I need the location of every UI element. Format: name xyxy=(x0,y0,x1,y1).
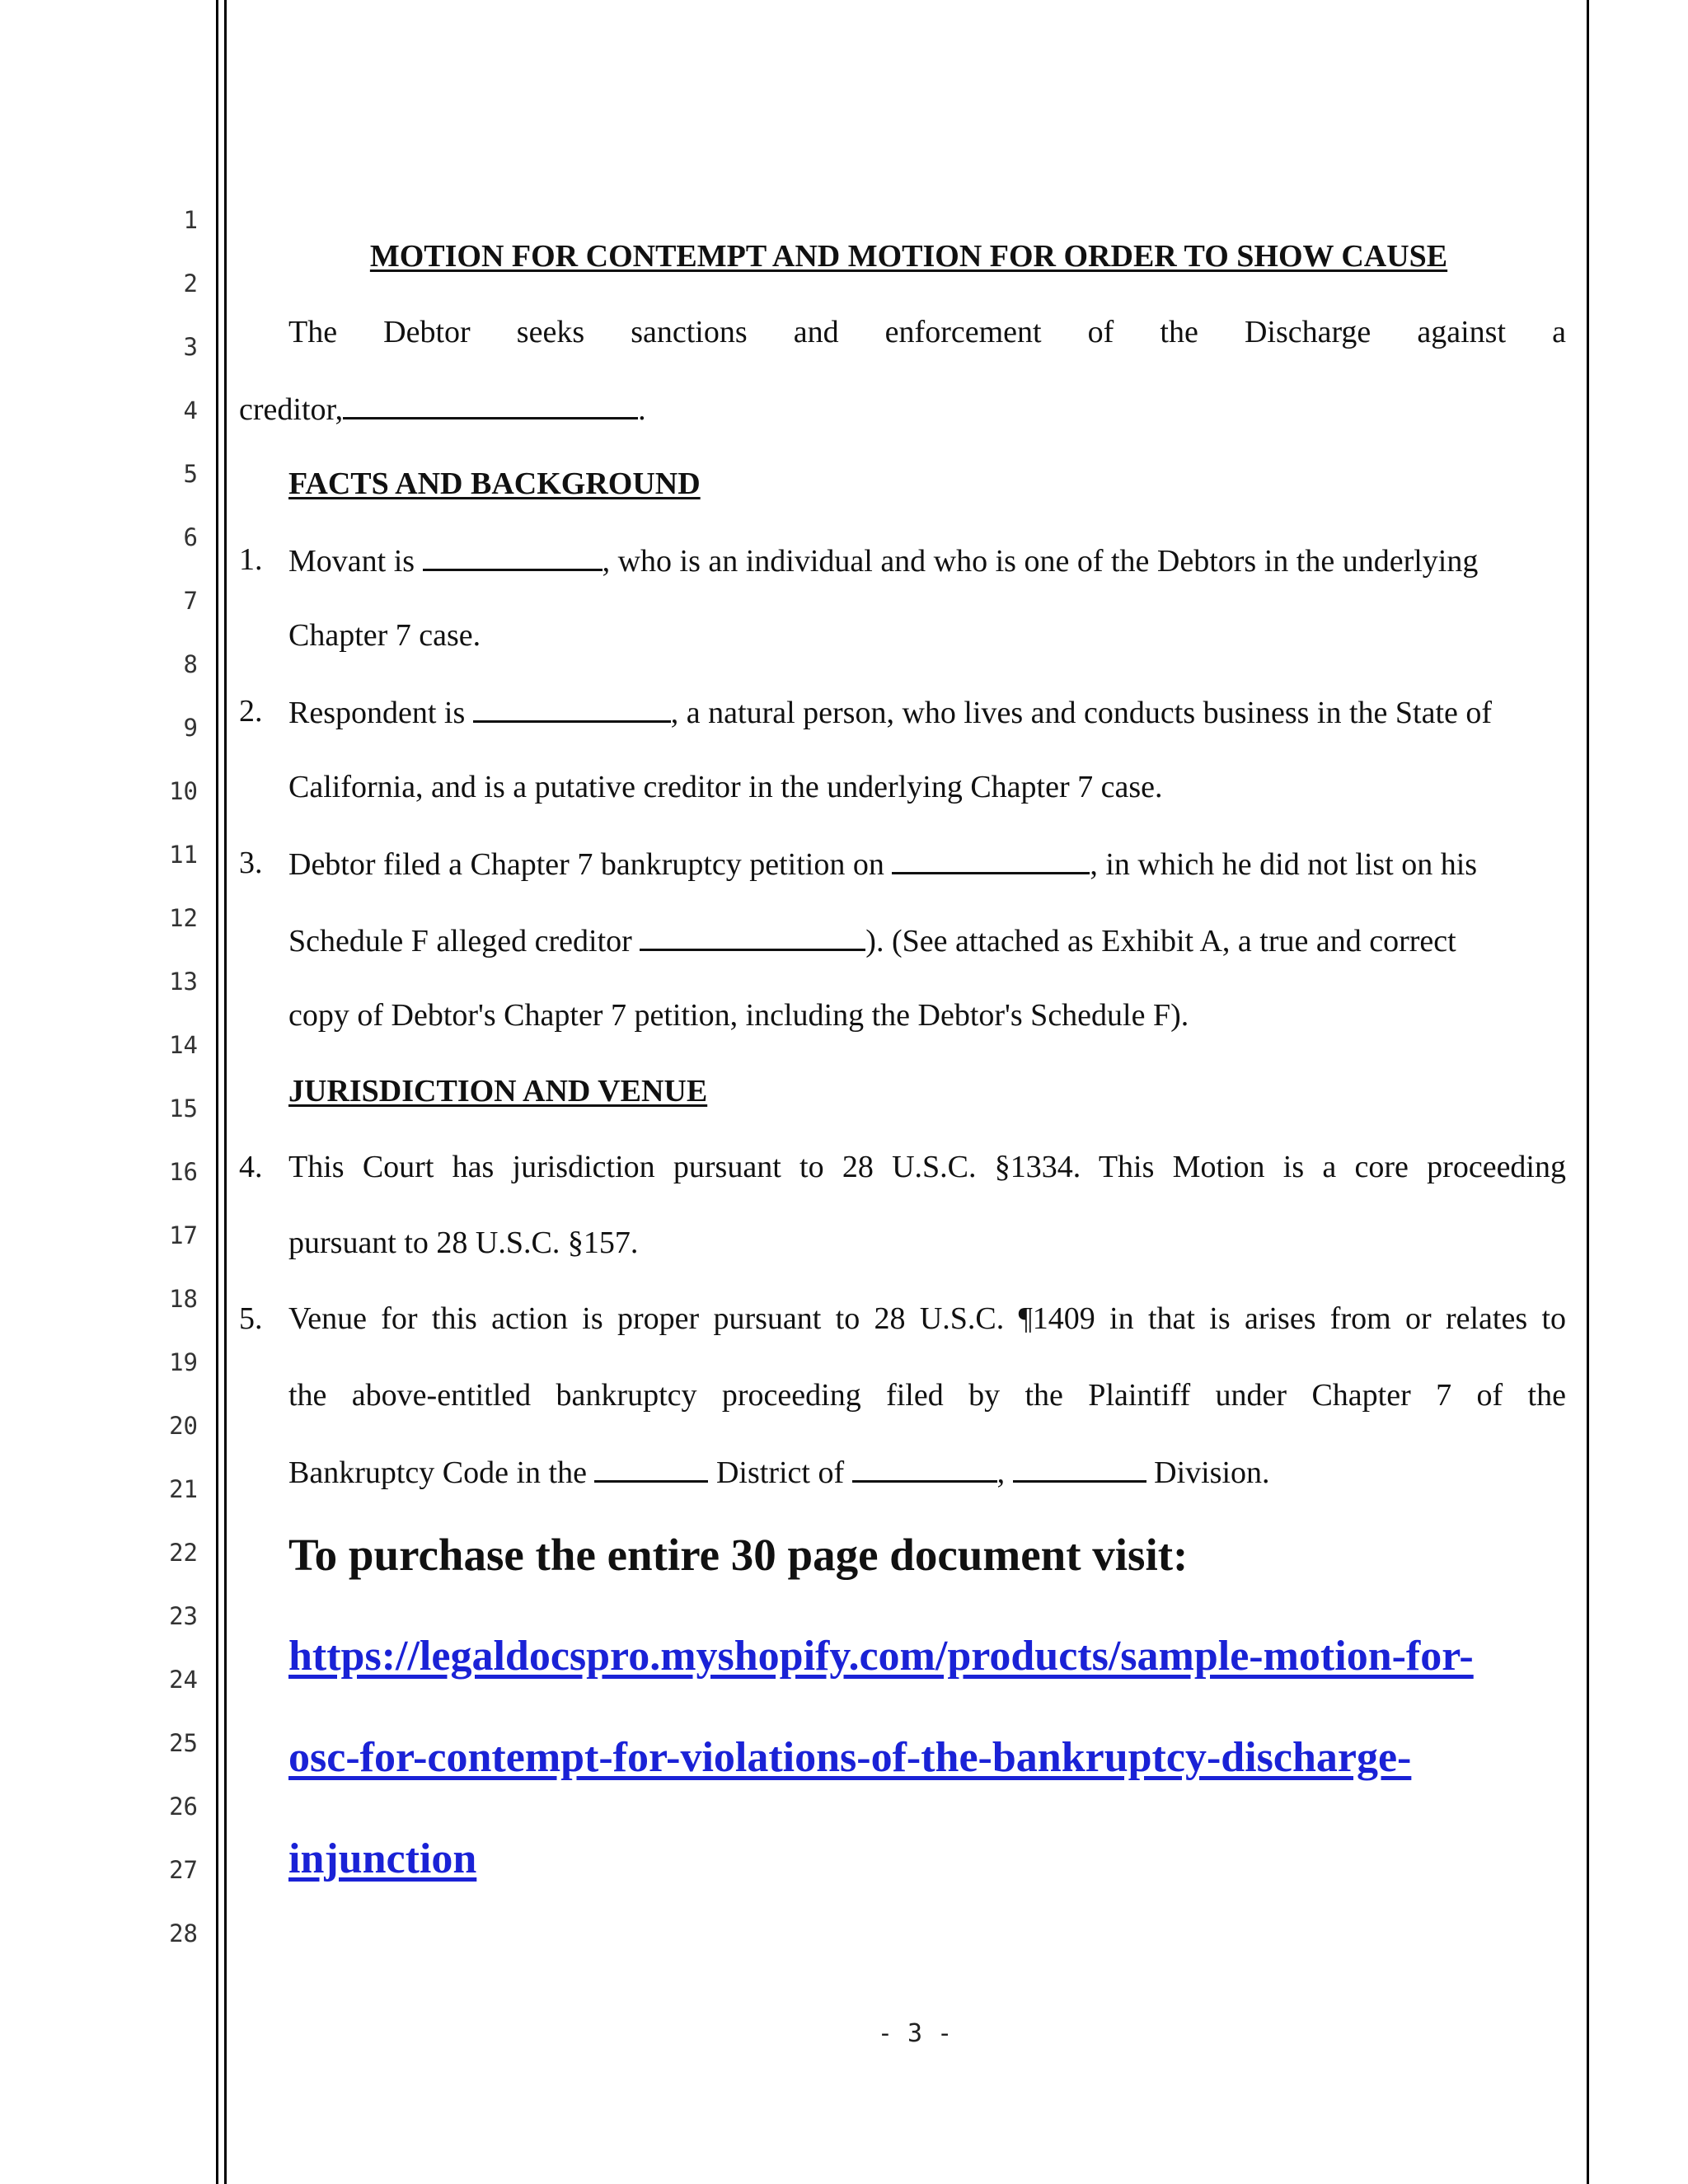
line-number: 18 xyxy=(169,1285,198,1313)
line-number: 3 xyxy=(183,333,198,361)
line-number: 21 xyxy=(169,1475,198,1503)
document-title: MOTION FOR CONTEMPT AND MOTION FOR ORDER TO SHOW CAUSE xyxy=(369,239,1448,274)
line-number: 8 xyxy=(183,650,198,678)
line-number: 15 xyxy=(169,1094,198,1122)
item-number: 2. xyxy=(239,694,263,729)
line-number: 10 xyxy=(169,777,198,805)
purchase-link-line-2[interactable]: osc-for-contempt-for-violations-of-the-bankruptcy-discharge- xyxy=(288,1734,1412,1781)
item-3-line-2 xyxy=(288,921,1456,960)
intro-creditor-label: creditor, xyxy=(239,392,344,427)
line-number: 4 xyxy=(183,396,198,424)
item-3-line-1 xyxy=(288,844,1477,883)
creditor-name-blank xyxy=(343,389,638,419)
district-name-blank xyxy=(852,1452,997,1483)
pleading-rule-left-outer xyxy=(216,0,218,2184)
item-1-line-2: Chapter 7 case. xyxy=(288,618,481,653)
line-number: 27 xyxy=(169,1856,198,1884)
alleged-creditor-blank xyxy=(640,921,865,951)
item-3-text-before: Debtor filed a Chapter 7 bankruptcy petition on xyxy=(288,847,884,882)
item-3-b-before: Schedule F alleged creditor xyxy=(288,924,632,958)
line-number: 7 xyxy=(183,587,198,615)
line-number: 26 xyxy=(169,1793,198,1821)
movant-name-blank xyxy=(423,541,603,571)
line-number: 24 xyxy=(169,1666,198,1694)
petition-date-blank xyxy=(892,844,1090,874)
item-2-line-1 xyxy=(288,692,1492,732)
item-1-text-before: Movant is xyxy=(288,544,415,579)
item-number: 1. xyxy=(239,542,263,577)
item-3-line-3: copy of Debtor's Chapter 7 petition, including the Debtor's Schedule F). xyxy=(288,998,1189,1033)
purchase-link-line-3[interactable]: injunction xyxy=(288,1835,477,1882)
intro-line-2 xyxy=(239,389,646,429)
item-2-line-2: California, and is a putative creditor in the underlying Chapter 7 case. xyxy=(288,770,1163,804)
line-number: 16 xyxy=(169,1158,198,1186)
line-number: 20 xyxy=(169,1412,198,1440)
line-number: 2 xyxy=(183,269,198,298)
item-2-text-before: Respondent is xyxy=(288,696,466,730)
item-5-c-comma: , xyxy=(996,1455,1006,1490)
line-number: 9 xyxy=(183,714,198,742)
line-number: 1 xyxy=(183,206,198,234)
item-number: 3. xyxy=(239,846,263,880)
item-4-line-1: This Court has jurisdiction pursuant to 28 U.S.C. §1334. This Motion is a core proceeding xyxy=(288,1150,1566,1184)
item-5-c-text-1: Bankruptcy Code in the xyxy=(288,1455,587,1490)
line-number: 5 xyxy=(183,460,198,488)
line-number: 19 xyxy=(169,1348,198,1376)
district-blank xyxy=(594,1452,708,1483)
item-1-text-after: , who is an individual and who is one of the Debtors in the underlying xyxy=(602,544,1479,579)
item-5-line-1: Venue for this action is proper pursuant to 28 U.S.C. ¶1409 in that is arises from or relates to xyxy=(288,1301,1566,1336)
line-number: 13 xyxy=(169,968,198,996)
pleading-rule-right xyxy=(1587,0,1589,2184)
item-5-line-2: the above-entitled bankruptcy proceeding filed by the Plaintiff under Chapter 7 of the xyxy=(288,1378,1566,1413)
item-number: 5. xyxy=(239,1301,263,1336)
line-number: 14 xyxy=(169,1031,198,1059)
item-3-text-after: , in which he did not list on his xyxy=(1090,847,1478,882)
page-number: - 3 - xyxy=(877,2019,953,2048)
line-number: 17 xyxy=(169,1221,198,1249)
division-blank xyxy=(1013,1452,1146,1483)
line-number: 22 xyxy=(169,1539,198,1567)
jurisdiction-heading: JURISDICTION AND VENUE xyxy=(288,1074,708,1108)
item-5-c-text-2: District of xyxy=(715,1455,845,1490)
item-4-line-2: pursuant to 28 U.S.C. §157. xyxy=(288,1226,639,1260)
respondent-name-blank xyxy=(473,692,671,723)
item-number: 4. xyxy=(239,1150,263,1184)
purchase-link-line-1[interactable]: https://legaldocspro.myshopify.com/products/sample-motion-for- xyxy=(288,1633,1474,1680)
item-5-line-3 xyxy=(288,1452,1270,1492)
line-number: 25 xyxy=(169,1729,198,1757)
line-number: 12 xyxy=(169,904,198,932)
pleading-rule-left-inner xyxy=(224,0,227,2184)
line-number: 23 xyxy=(169,1602,198,1630)
item-2-text-after: , a natural person, who lives and conducts business in the State of xyxy=(670,696,1493,730)
line-number: 28 xyxy=(169,1919,198,1947)
item-1-line-1 xyxy=(288,541,1478,580)
item-3-b-after: ). (See attached as Exhibit A, a true and correct xyxy=(865,924,1456,958)
facts-heading: FACTS AND BACKGROUND xyxy=(288,466,701,501)
intro-line-1: The Debtor seeks sanctions and enforcement of the Discharge against a xyxy=(288,315,1566,349)
line-number: 6 xyxy=(183,523,198,551)
intro-period: . xyxy=(638,392,646,427)
item-5-c-text-4: Division. xyxy=(1154,1455,1270,1490)
purchase-notice: To purchase the entire 30 page document visit: xyxy=(288,1530,1189,1580)
line-number: 11 xyxy=(169,841,198,869)
